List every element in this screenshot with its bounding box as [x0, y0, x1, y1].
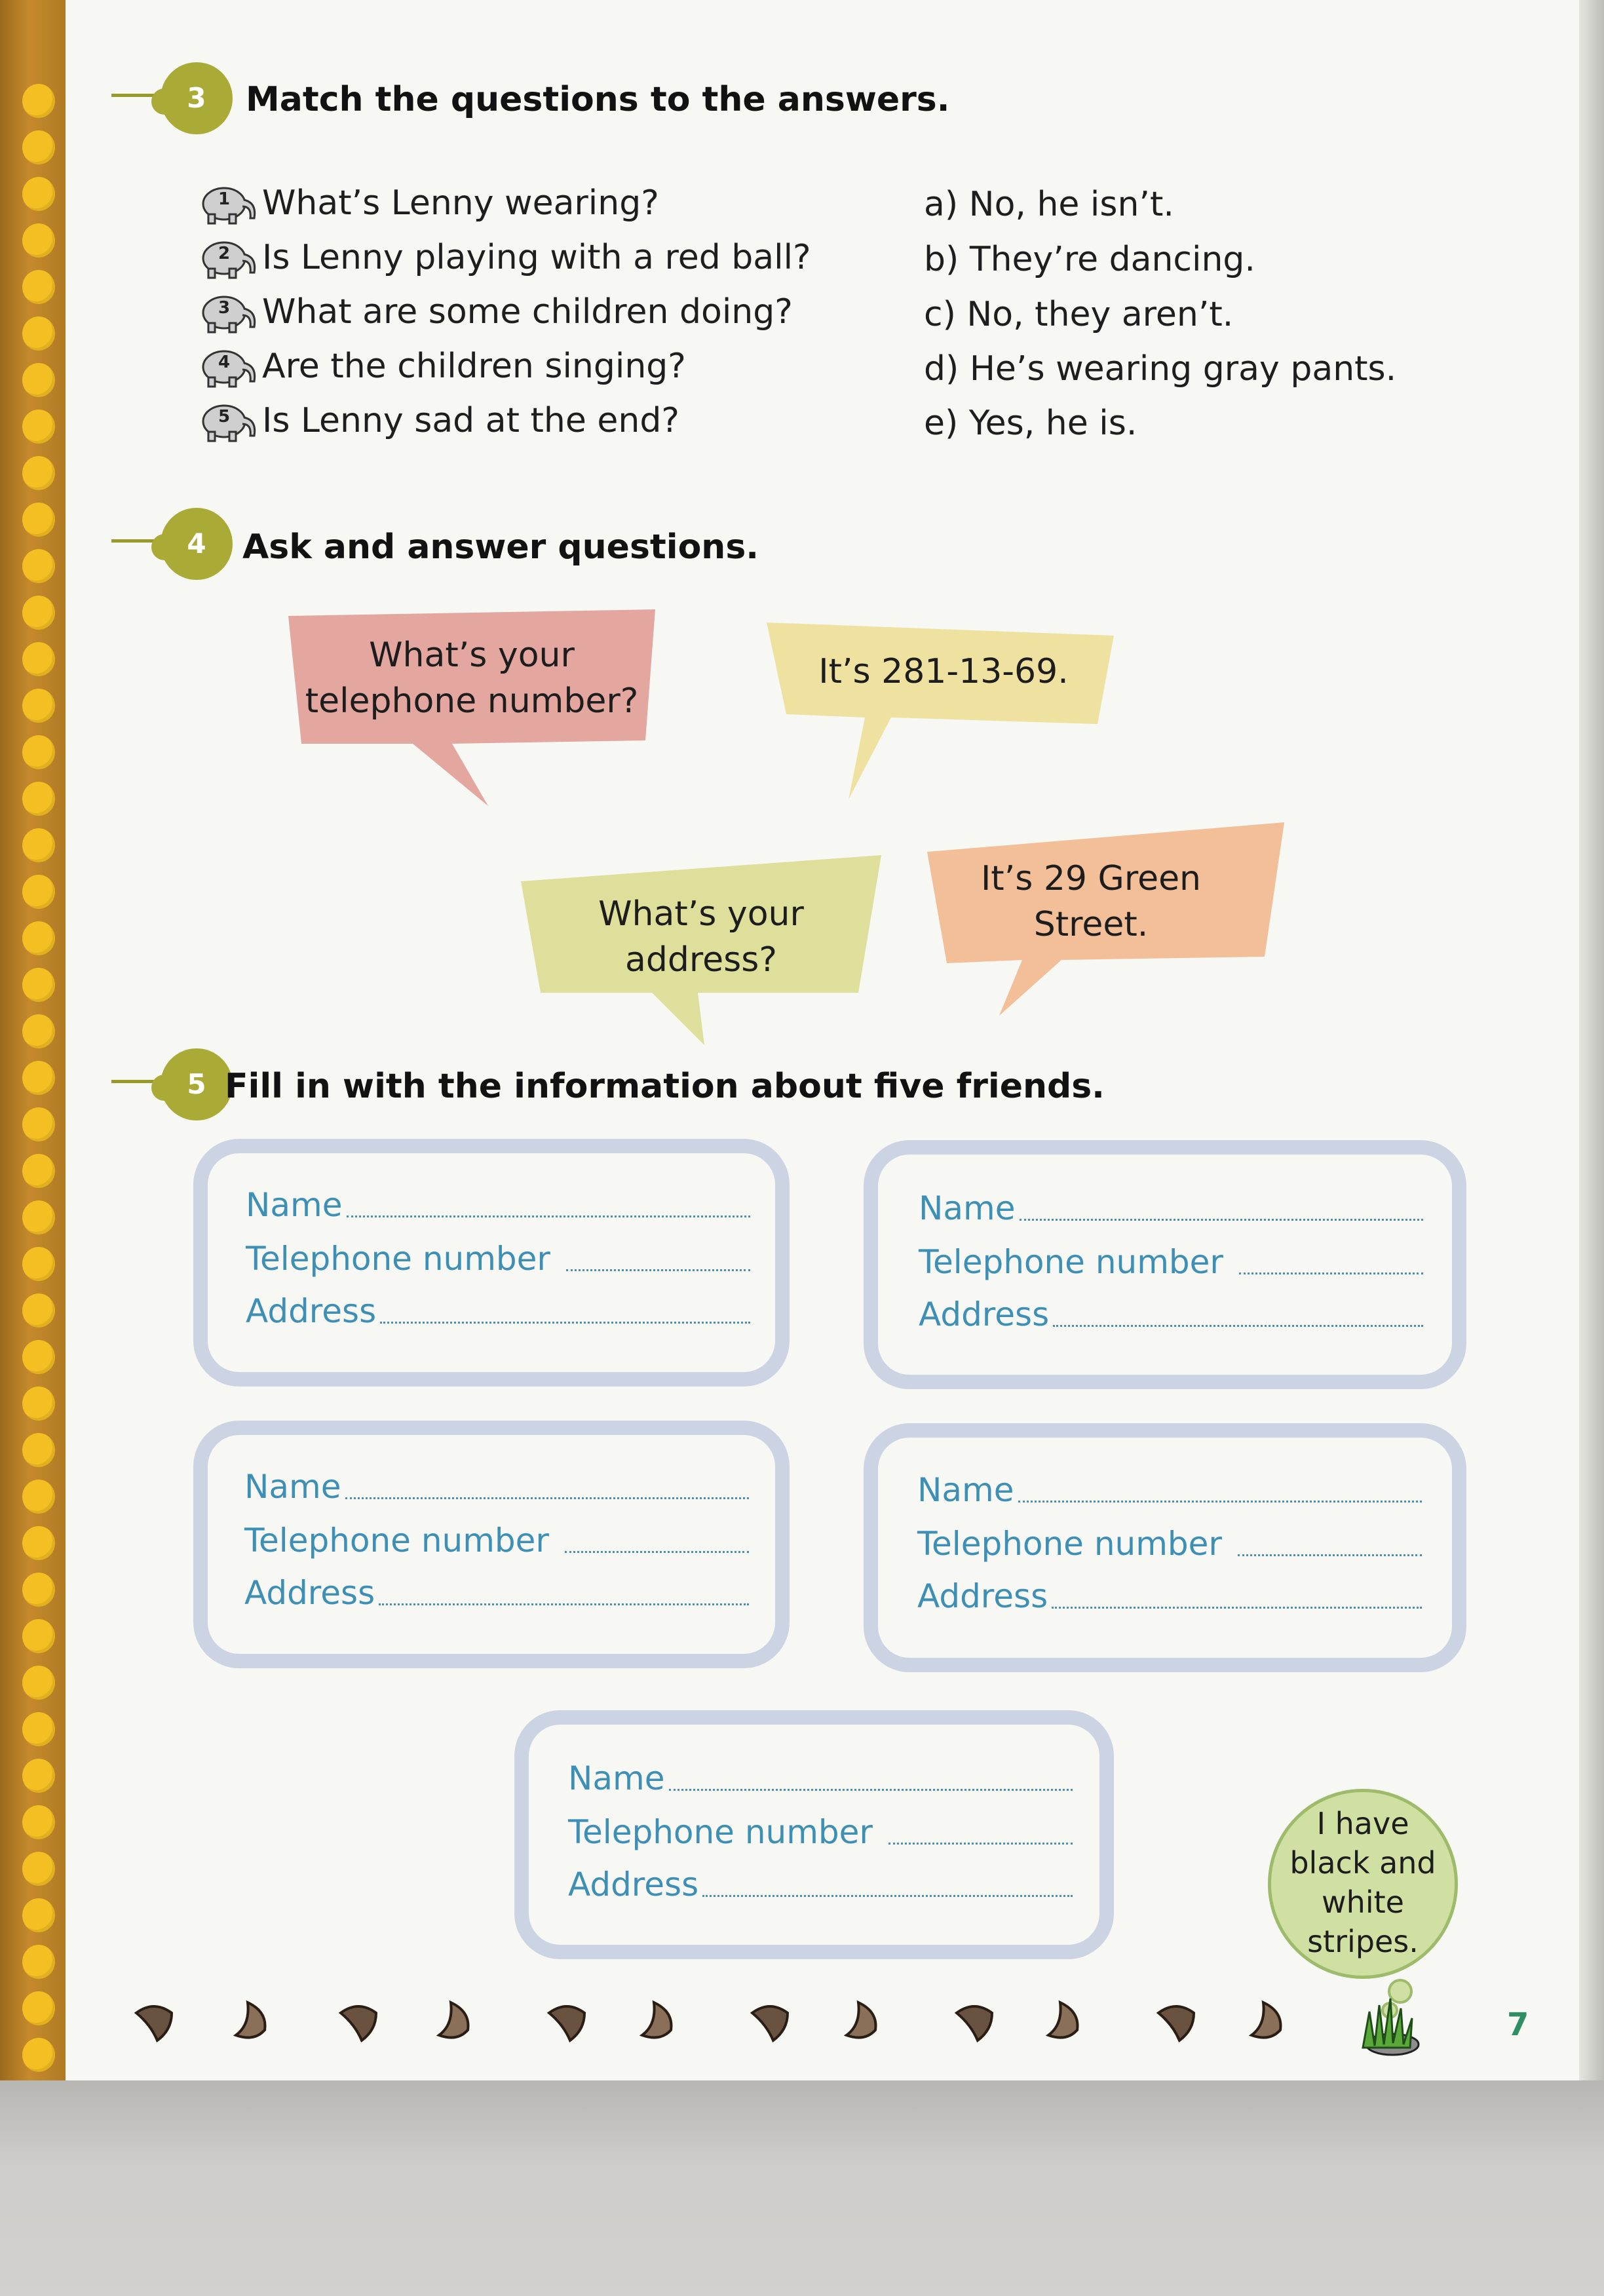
exercise-3-badge [131, 62, 229, 141]
binding-hole [22, 1387, 55, 1421]
binding-hole [22, 1433, 55, 1467]
binding-hole [22, 875, 55, 909]
elephant-icon [197, 180, 262, 226]
binding-hole [22, 1340, 55, 1374]
answer-text: c) No, they aren’t. [924, 295, 1234, 334]
binding-hole [22, 270, 55, 304]
telephone-field[interactable] [246, 1240, 750, 1278]
address-field[interactable] [244, 1574, 749, 1612]
binding-hole [22, 1200, 55, 1234]
binding-hole [22, 549, 55, 583]
binding-hole [22, 1573, 55, 1607]
field-label: Telephone number [246, 1240, 550, 1278]
exercise-5-title: Fill in with the information about five friends. [225, 1067, 1105, 1106]
exercise-4-title: Ask and answer questions. [242, 527, 759, 567]
field-label: Address [246, 1292, 377, 1330]
binding-hole [22, 1293, 55, 1328]
binding-hole [22, 1247, 55, 1281]
footprint-icon [1153, 1999, 1199, 2044]
question-number: 1 [218, 189, 231, 209]
character-speech-bubble [1268, 1789, 1458, 1979]
elephant-icon [197, 343, 262, 389]
field-label: Name [246, 1186, 343, 1224]
elephant-icon [197, 289, 262, 335]
bubble-line: telephone number? [305, 681, 639, 721]
binding-hole [22, 177, 55, 211]
question-text: What are some children doing? [262, 292, 793, 332]
binding-hole [22, 1526, 55, 1560]
telephone-field[interactable] [568, 1813, 1073, 1851]
field-label: Telephone number [917, 1525, 1222, 1563]
answer-text: d) He’s wearing gray pants. [924, 349, 1397, 389]
field-label: Telephone number [919, 1243, 1223, 1281]
question-row [197, 343, 686, 389]
binding-hole [22, 828, 55, 862]
name-field[interactable] [568, 1759, 1073, 1797]
page-edge [1579, 0, 1604, 2123]
bubble-text [288, 632, 655, 724]
name-field[interactable] [917, 1471, 1422, 1509]
field-label: Address [919, 1295, 1050, 1333]
binding-hole [22, 782, 55, 816]
speech-line: black and [1289, 1845, 1436, 1881]
bubble-text [537, 891, 865, 983]
bubble-line: What’s your [598, 894, 804, 934]
question-number: 5 [218, 407, 231, 427]
bubble-line: address? [625, 940, 777, 980]
exercise-4-number: 4 [187, 527, 206, 560]
footprint-icon [335, 1999, 381, 2044]
binding-hole [22, 456, 55, 490]
bubble-text [780, 649, 1107, 695]
name-field[interactable] [244, 1468, 749, 1506]
name-field[interactable] [246, 1186, 750, 1224]
speech-line: I have [1316, 1806, 1409, 1841]
binding-hole [22, 410, 55, 444]
binding-hole [22, 1107, 55, 1141]
question-row [197, 398, 679, 444]
bubble-line: It’s 29 Green [980, 859, 1202, 898]
question-row [197, 289, 793, 335]
question-number: 3 [218, 298, 231, 318]
exercise-3-title: Match the questions to the answers. [246, 80, 950, 119]
field-label: Name [244, 1468, 341, 1506]
binding-hole [22, 1805, 55, 1839]
binding-hole [22, 1014, 55, 1048]
speech-line: white [1322, 1885, 1404, 1920]
field-label: Name [919, 1189, 1016, 1227]
binding-hole [22, 642, 55, 676]
address-field[interactable] [917, 1577, 1422, 1615]
footprint-icon [544, 1999, 590, 2044]
footprint-icon [131, 1999, 177, 2044]
binding-hole [22, 84, 55, 118]
field-label: Name [568, 1759, 665, 1797]
binding-hole [22, 596, 55, 630]
footprint-icon [634, 1999, 680, 2044]
answer-text: a) No, he isn’t. [924, 185, 1174, 224]
telephone-field[interactable] [919, 1243, 1423, 1281]
address-field[interactable] [919, 1295, 1423, 1333]
exercise-5-number: 5 [187, 1068, 206, 1100]
footprint-icon [1244, 1999, 1289, 2044]
footprint-icon [1041, 1999, 1086, 2044]
binding-hole [22, 1945, 55, 1979]
name-field[interactable] [919, 1189, 1423, 1227]
answer-text: e) Yes, he is. [924, 404, 1137, 443]
binding-hole [22, 1712, 55, 1746]
answer-text: b) They’re dancing. [924, 240, 1255, 279]
page-number: 7 [1507, 2006, 1529, 2043]
exercise-4-badge [131, 508, 229, 586]
binding-hole [22, 1991, 55, 2025]
field-label: Telephone number [244, 1521, 549, 1559]
binding-hole [22, 1759, 55, 1793]
binding-hole [22, 1898, 55, 1932]
field-label: Telephone number [568, 1813, 873, 1851]
field-label: Address [568, 1866, 699, 1904]
telephone-field[interactable] [917, 1525, 1422, 1563]
footprint-icon [951, 1999, 997, 2044]
elephant-icon [197, 235, 262, 280]
binding-hole [22, 735, 55, 769]
binding-hole [22, 1619, 55, 1653]
exercise-3-number: 3 [187, 82, 206, 114]
question-row [197, 235, 811, 280]
bubble-text [944, 856, 1238, 947]
spiral-binding [0, 0, 66, 2080]
question-number: 4 [218, 353, 231, 372]
footprint-icon [747, 1999, 793, 2044]
binding-hole [22, 689, 55, 723]
field-label: Address [244, 1574, 375, 1612]
scan-background [0, 2080, 1604, 2296]
bubble-line: It’s 281-13-69. [818, 652, 1069, 691]
binding-hole [22, 223, 55, 258]
question-text: Are the children singing? [262, 347, 686, 386]
question-text: What’s Lenny wearing? [262, 183, 659, 223]
footprint-icon [839, 1999, 885, 2044]
elephant-icon [197, 398, 262, 444]
binding-hole [22, 1061, 55, 1095]
question-row [197, 180, 659, 226]
footprint-icon [431, 1999, 477, 2044]
question-number: 2 [218, 244, 231, 263]
grass-rock-icon [1350, 1985, 1428, 2057]
binding-hole [22, 503, 55, 537]
binding-hole [22, 968, 55, 1002]
question-text: Is Lenny sad at the end? [262, 401, 679, 440]
exercise-5-badge [131, 1048, 229, 1127]
binding-hole [22, 130, 55, 164]
address-field[interactable] [568, 1866, 1073, 1904]
field-label: Address [917, 1577, 1048, 1615]
binding-hole [22, 316, 55, 351]
binding-hole [22, 1480, 55, 1514]
telephone-field[interactable] [244, 1521, 749, 1559]
binding-hole [22, 363, 55, 397]
binding-hole [22, 2038, 55, 2072]
bubble-line: Street. [1033, 905, 1149, 944]
speech-line: stripes. [1307, 1924, 1419, 1959]
binding-hole [22, 1666, 55, 1700]
binding-hole [22, 1852, 55, 1886]
footprint-icon [228, 1999, 274, 2044]
field-label: Name [917, 1471, 1014, 1509]
binding-hole [22, 921, 55, 955]
bubble-line: What’s your [369, 636, 575, 675]
question-text: Is Lenny playing with a red ball? [262, 238, 811, 277]
binding-hole [22, 1154, 55, 1188]
address-field[interactable] [246, 1292, 750, 1330]
